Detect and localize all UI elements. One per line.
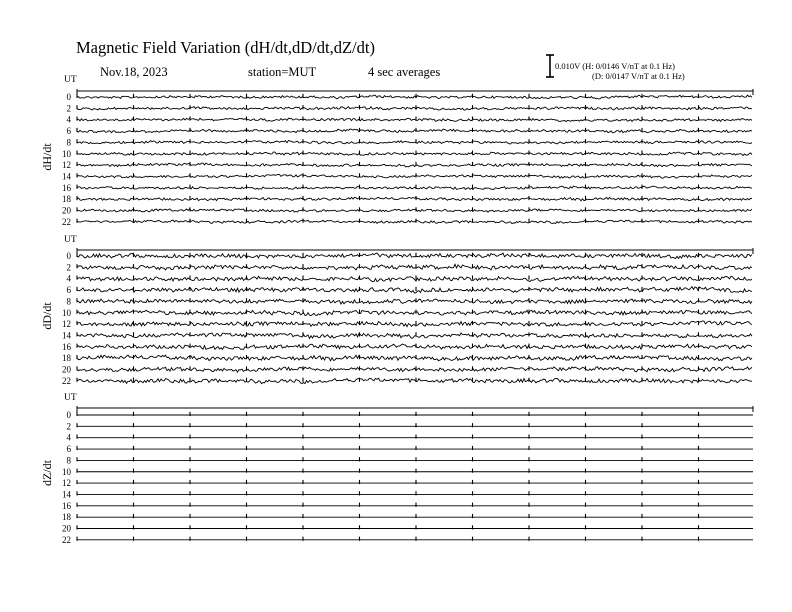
hour-label: 20 bbox=[62, 364, 71, 375]
hour-label: 4 bbox=[66, 432, 71, 443]
trace-line bbox=[77, 209, 752, 212]
averages-label: 4 sec averages bbox=[368, 65, 441, 79]
trace-line bbox=[77, 140, 752, 144]
ut-label: UT bbox=[64, 235, 77, 245]
trace-line bbox=[77, 299, 752, 304]
hour-label: 6 bbox=[66, 126, 71, 137]
hour-label: 0 bbox=[66, 92, 71, 102]
trace-line bbox=[77, 163, 752, 167]
panel-0 bbox=[40, 75, 753, 227]
hour-label: 8 bbox=[66, 455, 71, 466]
trace-line bbox=[77, 321, 752, 327]
hour-label: 12 bbox=[62, 319, 71, 330]
hour-label: 12 bbox=[62, 478, 71, 489]
date-label: Nov.18, 2023 bbox=[100, 65, 168, 79]
hour-label: 10 bbox=[62, 466, 71, 477]
hour-label: 14 bbox=[62, 171, 71, 182]
ut-label: UT bbox=[64, 393, 77, 403]
trace-line bbox=[77, 253, 752, 259]
trace-line bbox=[77, 107, 752, 110]
hour-label: 2 bbox=[66, 262, 71, 273]
hour-label: 2 bbox=[66, 421, 71, 432]
hour-label: 20 bbox=[62, 205, 71, 216]
trace-line bbox=[77, 367, 752, 372]
panel-2 bbox=[40, 393, 753, 545]
hour-label: 0 bbox=[66, 410, 71, 420]
trace-line bbox=[77, 186, 752, 189]
panel-name-label: dD/dt bbox=[40, 302, 54, 330]
hour-label: 14 bbox=[62, 489, 71, 500]
hour-label: 4 bbox=[66, 273, 71, 284]
trace-line bbox=[77, 378, 752, 384]
trace-line bbox=[77, 310, 752, 315]
hour-label: 6 bbox=[66, 444, 71, 455]
hour-label: 18 bbox=[62, 194, 71, 205]
hour-label: 22 bbox=[62, 375, 71, 386]
hour-label: 8 bbox=[66, 296, 71, 307]
hour-label: 0 bbox=[66, 251, 71, 261]
hour-label: 16 bbox=[62, 182, 71, 193]
trace-line bbox=[77, 220, 752, 224]
ut-label: UT bbox=[64, 75, 77, 85]
hour-label: 2 bbox=[66, 103, 71, 114]
trace-line bbox=[77, 355, 752, 361]
trace-line bbox=[77, 287, 752, 293]
scale-value-label: 0.010V (H: 0/0146 V/nT at 0.1 Hz) bbox=[555, 61, 675, 71]
hour-label: 6 bbox=[66, 285, 71, 296]
hour-label: 16 bbox=[62, 500, 71, 511]
hour-label: 22 bbox=[62, 216, 71, 227]
panel-1 bbox=[40, 235, 753, 386]
trace-line bbox=[77, 95, 752, 99]
hour-label: 4 bbox=[66, 114, 71, 125]
trace-line bbox=[77, 152, 752, 156]
trace-line bbox=[77, 333, 752, 338]
panel-name-label: dZ/dt bbox=[40, 460, 54, 486]
scale-d-label: (D: 0/0147 V/nT at 0.1 Hz) bbox=[592, 71, 685, 81]
hour-label: 20 bbox=[62, 523, 71, 534]
trace-line bbox=[77, 276, 752, 281]
trace-line bbox=[77, 264, 752, 270]
hour-label: 10 bbox=[62, 148, 71, 159]
panel-name-label: dH/dt bbox=[40, 143, 54, 171]
trace-line bbox=[77, 344, 752, 350]
hour-label: 18 bbox=[62, 353, 71, 364]
hour-label: 8 bbox=[66, 137, 71, 148]
hour-label: 18 bbox=[62, 512, 71, 523]
hour-label: 22 bbox=[62, 534, 71, 545]
hour-label: 12 bbox=[62, 160, 71, 171]
trace-line bbox=[77, 129, 752, 133]
trace-line bbox=[77, 197, 752, 201]
station-label: station=MUT bbox=[248, 65, 317, 79]
hour-label: 16 bbox=[62, 341, 71, 352]
chart-title: Magnetic Field Variation (dH/dt,dD/dt,dZ/dt) bbox=[76, 38, 375, 57]
hour-label: 10 bbox=[62, 307, 71, 318]
trace-line bbox=[77, 174, 752, 178]
hour-label: 14 bbox=[62, 330, 71, 341]
trace-line bbox=[77, 118, 752, 121]
